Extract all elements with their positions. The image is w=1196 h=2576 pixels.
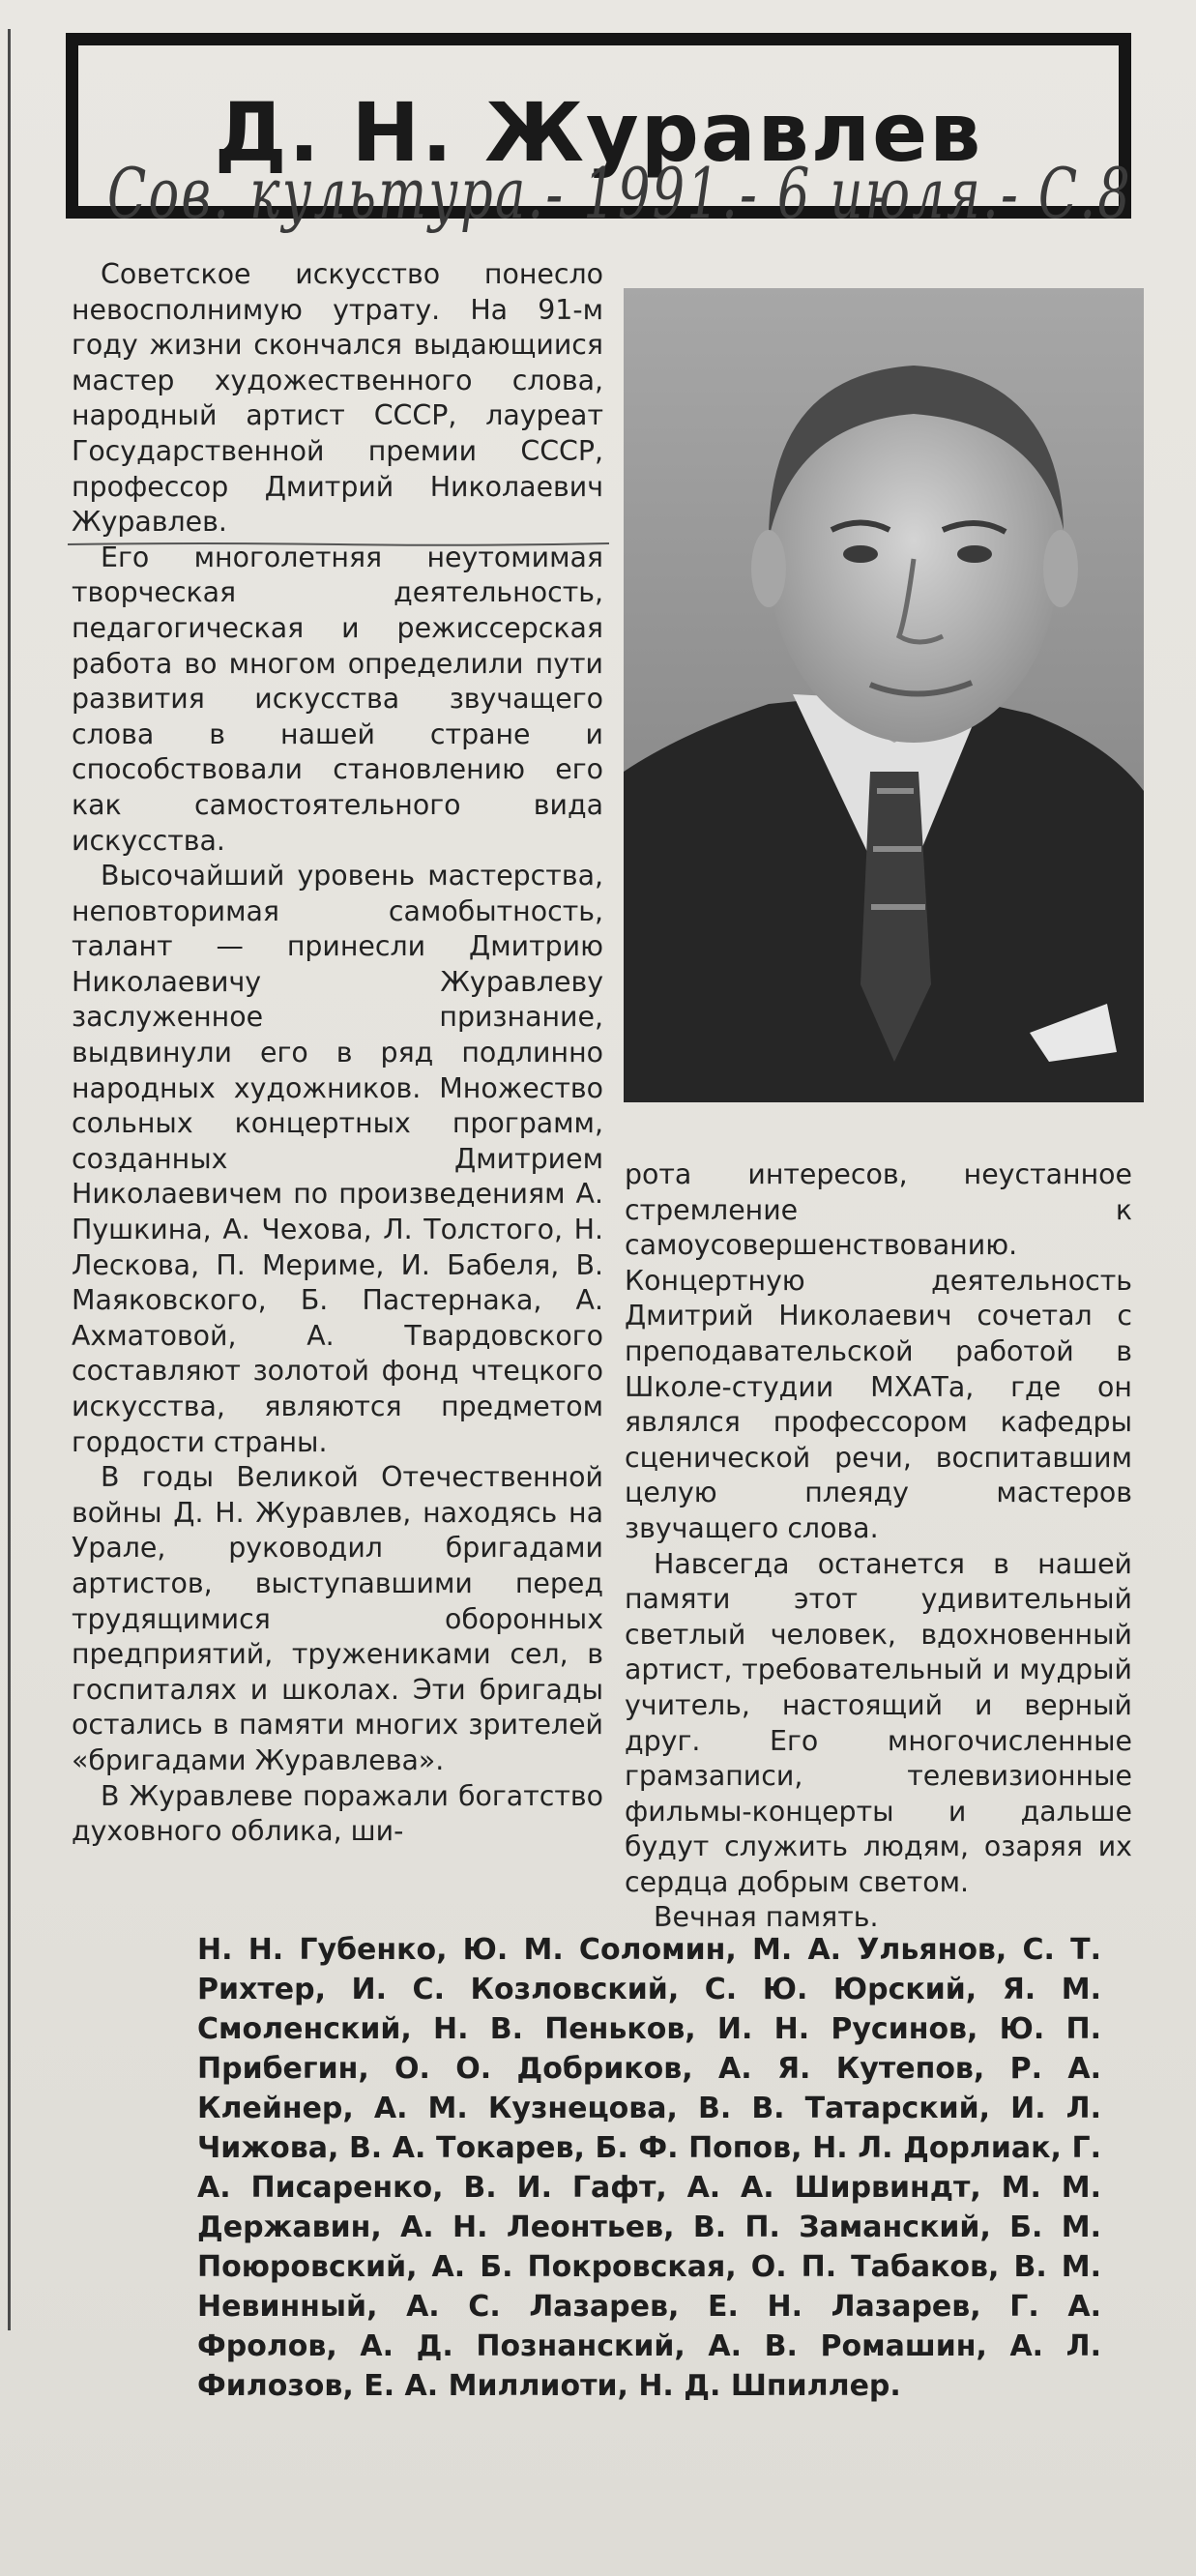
article-paragraph: В Журавлеве поражали богатство духовного облика, ши- xyxy=(72,1779,603,1848)
portrait-illustration xyxy=(624,288,1144,1102)
article-paragraph: рота интересов, неустанное стремление к самоусовершенствованию. Концертную деятельность Дмитрий Николаевич сочетал с преподавательской работой в Школе-студии МХАТа, где он являлся профессором кафедры сценической речи, воспитавшим целую плеяду мастеров звучащего слова. xyxy=(625,1158,1132,1544)
handwritten-source-note xyxy=(107,154,1132,235)
article-paragraph: Навсегда останется в нашей памяти этот удивительный светлый человек, вдохновенный артист, требовательный и мудрый учитель, настоящий и верный друг. Его многочисленные грамзаписи, телевизионные фильмы-концерты и дальше будут служить людям, озаряя их сердца добрым светом. xyxy=(625,1547,1132,1898)
signatories-list: Н. Н. Губенко, Ю. М. Соломин, М. А. Ульянов, С. Т. Рихтер, И. С. Козловский, С. Ю. Юрский, Я. М. Смоленский, Н. В. Пеньков, И. Н. Русинов, Ю. П. Прибегин, О. О. Добриков, А. Я. Кутепов, Р. А. Клейнер, А. М. Кузнецова, В. В. Татарский, И. Л. Чижова, В. А. Токарев, Б. Ф. Попов, Н. Л. Дорлиак, Г. А. Писаренко, В. И. Гафт, А. А. Ширвиндт, М. М. Державин, А. Н. Леонтьев, В. П. Заманский, Б. М. Поюровский, А. Б. Покровская, О. П. Табаков, В. М. Невинный, А. С. Лазарев, Е. Н. Лазарев, Г. А. Фролов, А. Д. Познанский, А. В. Ромашин, А. Л. Филозов, Е. А. Миллиоти, Н. Д. Шпиллер. xyxy=(197,1933,1101,2403)
article-paragraph: Советское искусство понесло невосполнимую утрату. На 91-м году жизни скончался выдающиися мастер художественного слова, народный артист СССР, лауреат Государственной премии СССР, профессор Дмитрий Николаевич Журавлев. xyxy=(72,258,603,539)
article-paragraph: Высочайший уровень мастерства, неповторимая самобытность, талант — принесли Дмитрию Николаевичу Журавлеву заслуженное признание, выдвинули его в ряд подлинно народных художников. Множество сольных концертных программ, созданных Дмитрием Николаевичем по произведениям А. Пушкина, А. Чехова, Л. Толстого, Н. Лескова, П. Мериме, И. Бабеля, В. Маяковского, Б. Пастернака, А. Ахматовой, А. Твардовского составляют золотой фонд чтецкого искусства, являются предметом гордости страны. xyxy=(72,860,603,1458)
article-column-right xyxy=(625,1157,1132,1936)
article-paragraph: Вечная память. xyxy=(654,1901,879,1934)
article-paragraph: Его многолетняя неутомимая творческая деятельность, педагогическая и режиссерская работа во многом определили пути развития искусства звучащего слова в нашей стране и способствовали становлению его как самостоятельного вида искусства. xyxy=(72,541,603,857)
headline-frame xyxy=(66,33,1132,234)
svg-text:Сов. культура.- 1991.- 6 июля.: Сов. культура.- 1991.- 6 июля.- С.8 xyxy=(107,154,1132,234)
portrait-photo xyxy=(624,288,1144,1102)
article-column-left xyxy=(72,257,603,1850)
headline: Д. Н. Журавлев xyxy=(214,85,983,180)
clipping-edge-line xyxy=(8,29,11,2330)
article-paragraph: В годы Великой Отечественной войны Д. Н. Журавлев, находясь на Урале, руководил бригадами артистов, выступавшими перед трудящимися оборонных предприятий, тружениками сел, в госпиталях и школах. Эти бригады остались в памяти многих зрителей «бригадами Журавлева». xyxy=(72,1461,603,1776)
